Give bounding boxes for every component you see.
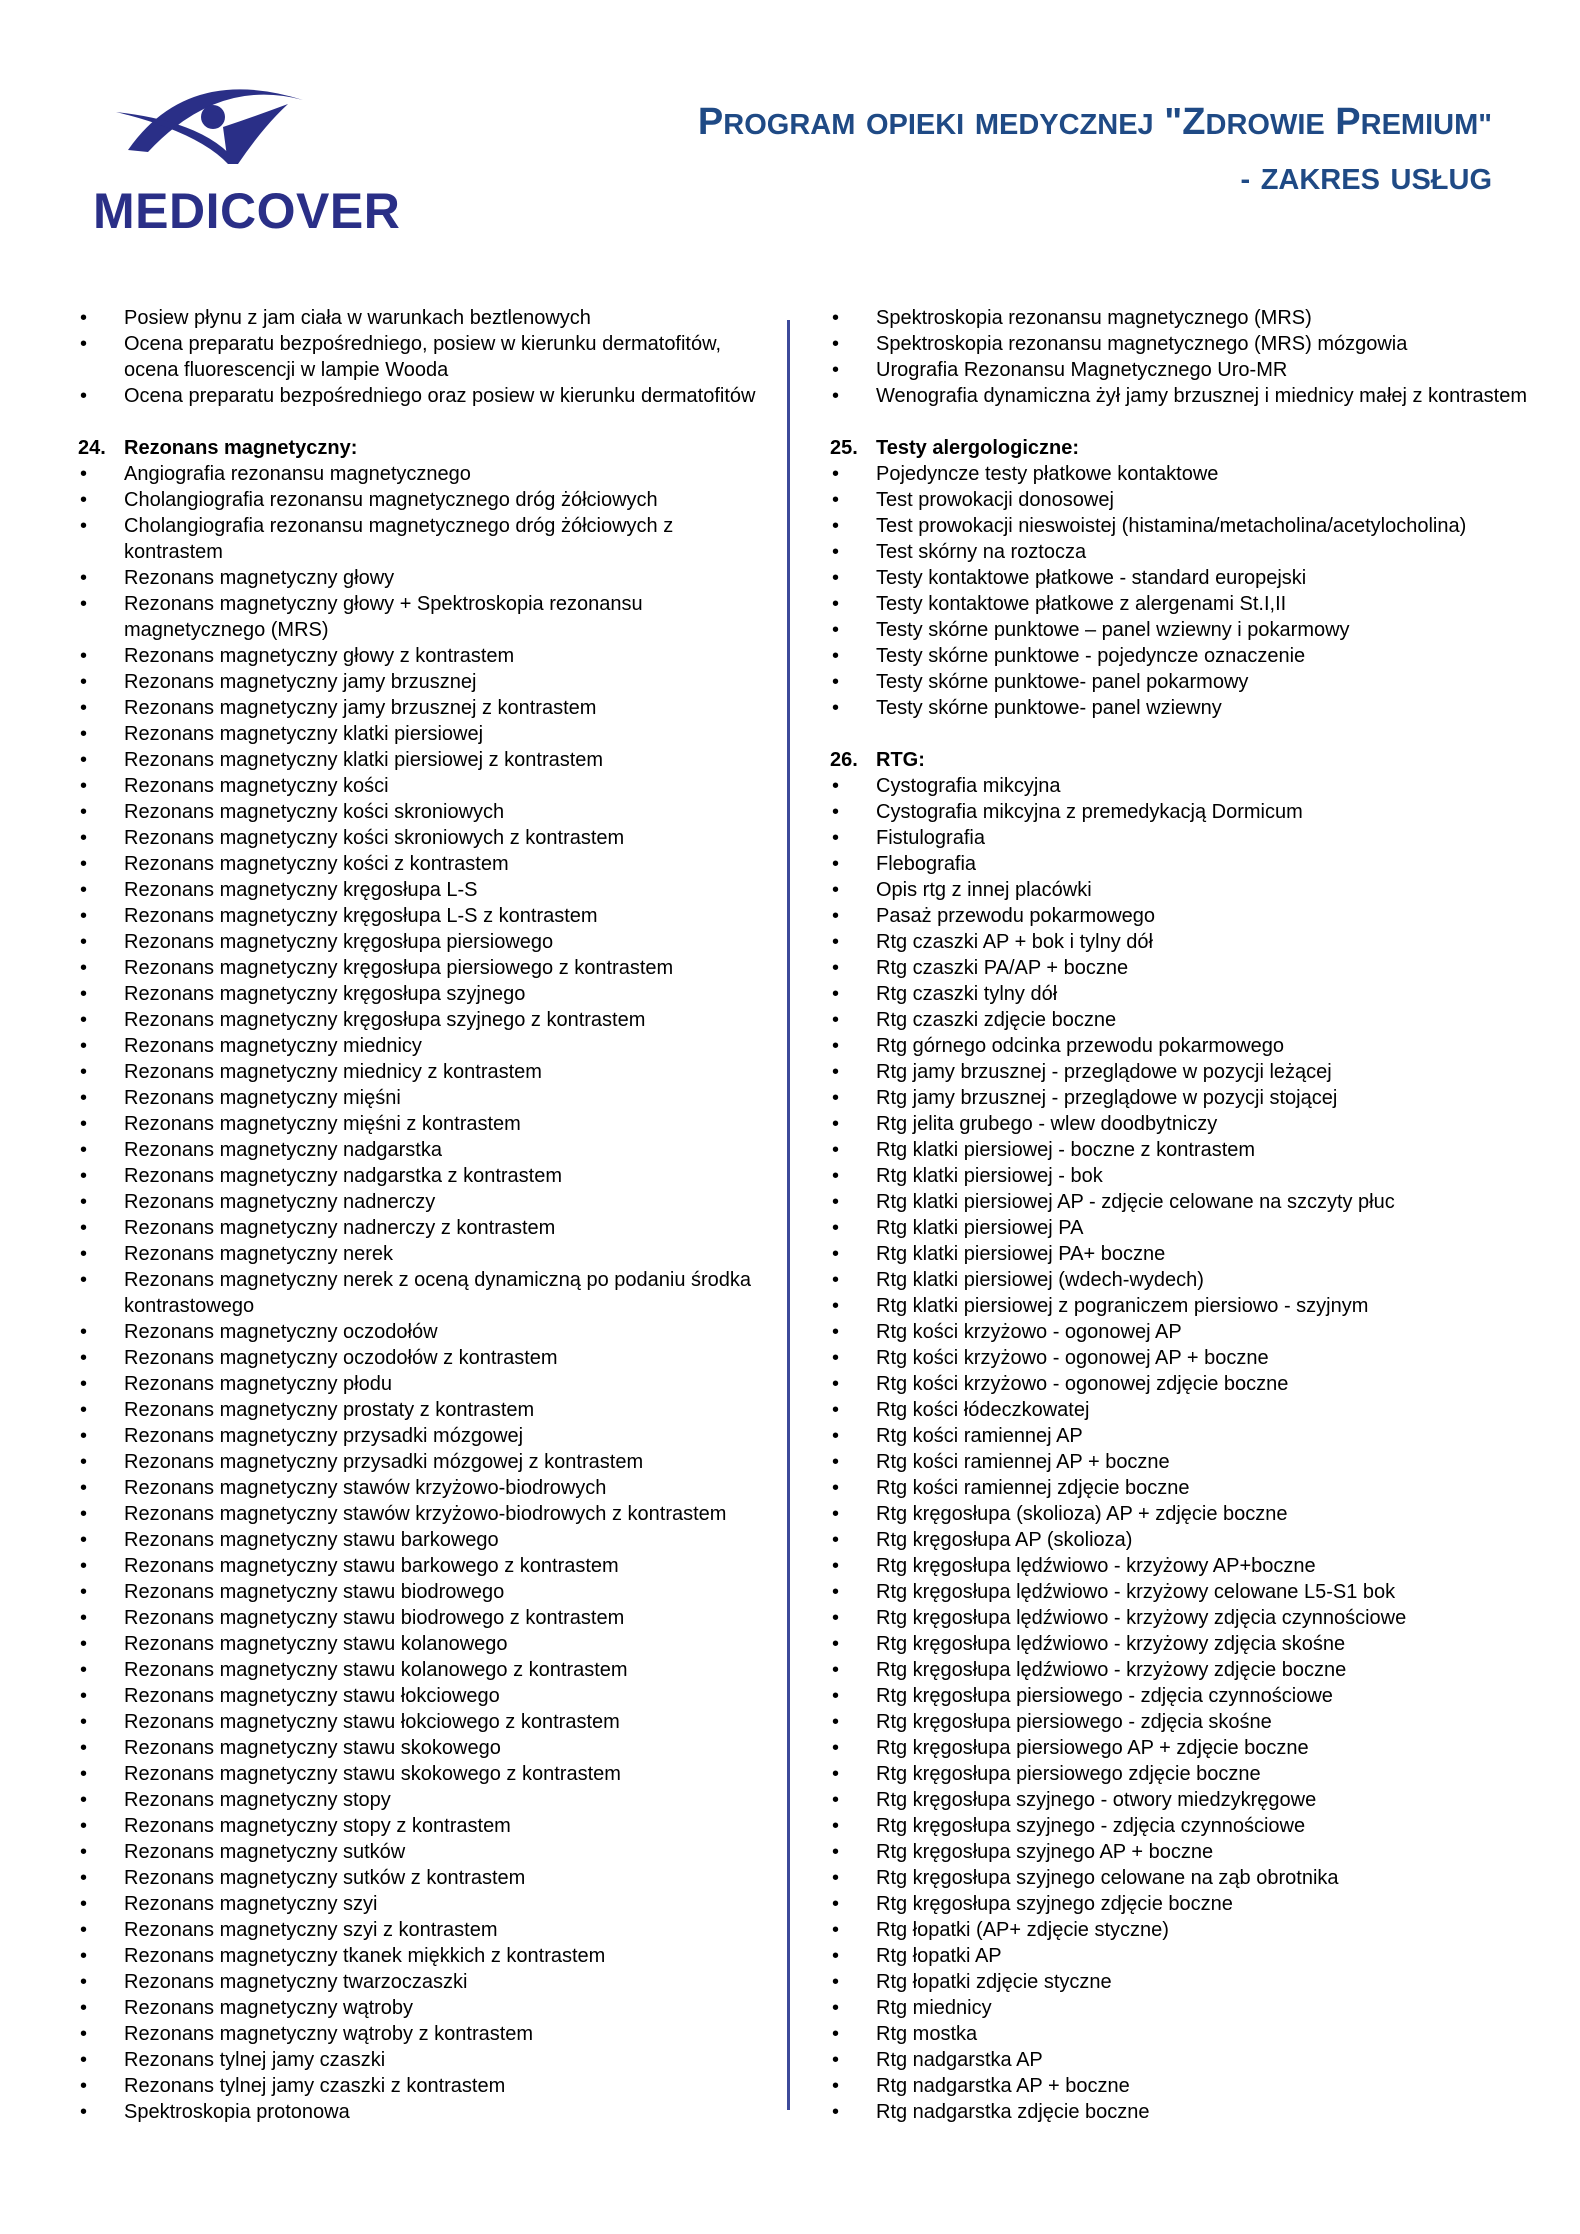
list-item: • Spektroskopia protonowa <box>78 2099 768 2125</box>
list-item: • Rtg kręgosłupa szyjnego - otwory miedzykręgowe <box>830 1787 1530 1813</box>
title-line-2: - ZAKRES USŁUG <box>1240 164 1492 196</box>
list-item: • Cholangiografia rezonansu magnetycznego dróg żółciowych z kontrastem <box>78 513 768 565</box>
list-item: • Rezonans magnetyczny stawu barkowego <box>78 1527 768 1553</box>
list-item: • Rezonans magnetyczny sutków z kontrastem <box>78 1865 768 1891</box>
list-item: • Rtg kręgosłupa (skolioza) AP + zdjęcie boczne <box>830 1501 1530 1527</box>
list-item: • Rezonans magnetyczny nadnerczy <box>78 1189 768 1215</box>
medicover-logo <box>88 72 418 242</box>
list-item: • Rtg kręgosłupa piersiowego - zdjęcia skośne <box>830 1709 1530 1735</box>
list-item: • Angiografia rezonansu magnetycznego <box>78 461 768 487</box>
list-item: • Rtg jamy brzusznej - przeglądowe w pozycji stojącej <box>830 1085 1530 1111</box>
list-item: • Rezonans magnetyczny miednicy <box>78 1033 768 1059</box>
list-item: • Rezonans magnetyczny stawu kolanowego <box>78 1631 768 1657</box>
list-item: • Rtg czaszki PA/AP + boczne <box>830 955 1530 981</box>
list-item: • Rezonans magnetyczny jamy brzusznej <box>78 669 768 695</box>
page-title <box>698 96 1492 206</box>
list-item: • Testy skórne punktowe - pojedyncze oznaczenie <box>830 643 1530 669</box>
list-item: • Rtg kręgosłupa lędźwiowo - krzyżowy AP+boczne <box>830 1553 1530 1579</box>
column-divider <box>787 320 790 2110</box>
right-intro-list <box>830 305 1530 409</box>
list-item: • Pasaż przewodu pokarmowego <box>830 903 1530 929</box>
list-item: • Test skórny na roztocza <box>830 539 1530 565</box>
list-item: • Cystografia mikcyjna <box>830 773 1530 799</box>
list-item: • Rezonans magnetyczny wątroby <box>78 1995 768 2021</box>
list-item: • Posiew płynu z jam ciała w warunkach beztlenowych <box>78 305 768 331</box>
section-26 <box>830 747 1530 2125</box>
list-item: • Rezonans magnetyczny kości skroniowych z kontrastem <box>78 825 768 851</box>
section-24 <box>78 435 768 2125</box>
list-item: • Rtg kręgosłupa szyjnego - zdjęcia czynnościowe <box>830 1813 1530 1839</box>
list-item: • Rtg kręgosłupa piersiowego - zdjęcia czynnościowe <box>830 1683 1530 1709</box>
list-item: • Test prowokacji nieswoistej (histamina/metacholina/acetylocholina) <box>830 513 1530 539</box>
left-column <box>78 305 768 2125</box>
list-item: • Rezonans magnetyczny stawu skokowego z kontrastem <box>78 1761 768 1787</box>
list-item: • Rtg kręgosłupa AP (skolioza) <box>830 1527 1530 1553</box>
list-item: • Rezonans magnetyczny kości skroniowych <box>78 799 768 825</box>
list-item: • Rtg klatki piersiowej AP - zdjęcie celowane na szczyty płuc <box>830 1189 1530 1215</box>
list-item: • Rtg kręgosłupa lędźwiowo - krzyżowy zdjęcia skośne <box>830 1631 1530 1657</box>
section-25-list <box>830 461 1530 721</box>
list-item: • Testy kontaktowe płatkowe - standard europejski <box>830 565 1530 591</box>
list-item: • Rezonans magnetyczny stawu biodrowego <box>78 1579 768 1605</box>
list-item: • Ocena preparatu bezpośredniego, posiew w kierunku dermatofitów, ocena fluorescencji w lampie Wooda <box>78 331 768 383</box>
list-item: • Rtg jamy brzusznej - przeglądowe w pozycji leżącej <box>830 1059 1530 1085</box>
list-item: • Rtg kości krzyżowo - ogonowej zdjęcie boczne <box>830 1371 1530 1397</box>
list-item: • Rtg kręgosłupa lędźwiowo - krzyżowy zdjęcie boczne <box>830 1657 1530 1683</box>
list-item: • Rezonans magnetyczny stopy z kontrastem <box>78 1813 768 1839</box>
medicover-emblem-icon <box>88 72 338 182</box>
list-item: • Rezonans magnetyczny kręgosłupa piersiowego z kontrastem <box>78 955 768 981</box>
list-item: • Rezonans magnetyczny klatki piersiowej <box>78 721 768 747</box>
list-item: • Rezonans magnetyczny oczodołów <box>78 1319 768 1345</box>
list-item: • Rezonans magnetyczny miednicy z kontrastem <box>78 1059 768 1085</box>
right-column <box>830 305 1530 2125</box>
list-item: • Rtg czaszki AP + bok i tylny dół <box>830 929 1530 955</box>
section-24-heading <box>78 435 768 461</box>
list-item: • Rezonans magnetyczny twarzoczaszki <box>78 1969 768 1995</box>
list-item: • Rezonans magnetyczny kości <box>78 773 768 799</box>
list-item: • Rtg łopatki zdjęcie styczne <box>830 1969 1530 1995</box>
list-item: • Rezonans magnetyczny stawu łokciowego z kontrastem <box>78 1709 768 1735</box>
list-item: • Rtg klatki piersiowej - bok <box>830 1163 1530 1189</box>
list-item: • Rtg kręgosłupa lędźwiowo - krzyżowy celowane L5-S1 bok <box>830 1579 1530 1605</box>
list-item: • Rezonans magnetyczny kości z kontrastem <box>78 851 768 877</box>
list-item: • Rtg kości łódeczkowatej <box>830 1397 1530 1423</box>
left-intro-list <box>78 305 768 409</box>
list-item: • Rtg kręgosłupa piersiowego AP + zdjęcie boczne <box>830 1735 1530 1761</box>
list-item: • Rtg nadgarstka AP <box>830 2047 1530 2073</box>
section-26-title: RTG: <box>876 749 925 771</box>
section-25-heading <box>830 435 1530 461</box>
list-item: • Rtg kręgosłupa szyjnego AP + boczne <box>830 1839 1530 1865</box>
list-item: • Wenografia dynamiczna żył jamy brzusznej i miednicy małej z kontrastem <box>830 383 1530 409</box>
list-item: • Rezonans magnetyczny szyi <box>78 1891 768 1917</box>
list-item: • Spektroskopia rezonansu magnetycznego (MRS) mózgowia <box>830 331 1530 357</box>
list-item: • Rezonans magnetyczny jamy brzusznej z kontrastem <box>78 695 768 721</box>
list-item: • Urografia Rezonansu Magnetycznego Uro-MR <box>830 357 1530 383</box>
section-24-list <box>78 461 768 2125</box>
list-item: • Rtg łopatki (AP+ zdjęcie styczne) <box>830 1917 1530 1943</box>
list-item: • Rezonans tylnej jamy czaszki z kontrastem <box>78 2073 768 2099</box>
title-line-1: PROGRAM OPIEKI MEDYCZNEJ "ZDROWIE PREMIUM" <box>697 101 1492 143</box>
list-item: • Rezonans magnetyczny mięśni <box>78 1085 768 1111</box>
section-24-title: Rezonans magnetyczny: <box>124 437 358 459</box>
list-item: • Rtg kręgosłupa piersiowego zdjęcie boczne <box>830 1761 1530 1787</box>
list-item: • Rezonans magnetyczny kręgosłupa szyjnego z kontrastem <box>78 1007 768 1033</box>
list-item: • Rezonans magnetyczny stawu barkowego z kontrastem <box>78 1553 768 1579</box>
list-item: • Cystografia mikcyjna z premedykacją Dormicum <box>830 799 1530 825</box>
list-item: • Rezonans magnetyczny mięśni z kontrastem <box>78 1111 768 1137</box>
list-item: • Rezonans magnetyczny tkanek miękkich z kontrastem <box>78 1943 768 1969</box>
list-item: • Rezonans magnetyczny nadnerczy z kontrastem <box>78 1215 768 1241</box>
list-item: • Rezonans magnetyczny nerek <box>78 1241 768 1267</box>
list-item: • Testy skórne punktowe- panel wziewny <box>830 695 1530 721</box>
list-item: • Testy kontaktowe płatkowe z alergenami St.I,II <box>830 591 1530 617</box>
list-item: • Rezonans magnetyczny nadgarstka z kontrastem <box>78 1163 768 1189</box>
list-item: • Rezonans magnetyczny głowy + Spektroskopia rezonansu magnetycznego (MRS) <box>78 591 768 643</box>
list-item: • Rtg klatki piersiowej PA+ boczne <box>830 1241 1530 1267</box>
list-item: • Rtg nadgarstka AP + boczne <box>830 2073 1530 2099</box>
list-item: • Rezonans magnetyczny stawu skokowego <box>78 1735 768 1761</box>
list-item: • Rezonans magnetyczny sutków <box>78 1839 768 1865</box>
list-item: • Rtg klatki piersiowej - boczne z kontrastem <box>830 1137 1530 1163</box>
list-item: • Rezonans magnetyczny kręgosłupa L-S <box>78 877 768 903</box>
list-item: • Rezonans magnetyczny stopy <box>78 1787 768 1813</box>
list-item: • Rezonans magnetyczny wątroby z kontrastem <box>78 2021 768 2047</box>
list-item: • Rezonans magnetyczny stawu kolanowego z kontrastem <box>78 1657 768 1683</box>
list-item: • Rtg kości ramiennej zdjęcie boczne <box>830 1475 1530 1501</box>
list-item: • Ocena preparatu bezpośredniego oraz posiew w kierunku dermatofitów <box>78 383 768 409</box>
list-item: • Testy skórne punktowe- panel pokarmowy <box>830 669 1530 695</box>
list-item: • Rezonans magnetyczny nerek z oceną dynamiczną po podaniu środka kontrastowego <box>78 1267 768 1319</box>
list-item: • Test prowokacji donosowej <box>830 487 1530 513</box>
list-item: • Pojedyncze testy płatkowe kontaktowe <box>830 461 1530 487</box>
list-item: • Rezonans tylnej jamy czaszki <box>78 2047 768 2073</box>
list-item: • Rtg jelita grubego - wlew doodbytniczy <box>830 1111 1530 1137</box>
list-item: • Cholangiografia rezonansu magnetycznego dróg żółciowych <box>78 487 768 513</box>
list-item: • Flebografia <box>830 851 1530 877</box>
list-item: • Rezonans magnetyczny głowy <box>78 565 768 591</box>
list-item: • Rezonans magnetyczny kręgosłupa L-S z kontrastem <box>78 903 768 929</box>
list-item: • Rezonans magnetyczny kręgosłupa piersiowego <box>78 929 768 955</box>
list-item: • Rtg klatki piersiowej (wdech-wydech) <box>830 1267 1530 1293</box>
list-item: • Rtg kręgosłupa lędźwiowo - krzyżowy zdjęcia czynnościowe <box>830 1605 1530 1631</box>
list-item: • Rezonans magnetyczny oczodołów z kontrastem <box>78 1345 768 1371</box>
section-25 <box>830 435 1530 721</box>
list-item: • Rezonans magnetyczny stawu biodrowego z kontrastem <box>78 1605 768 1631</box>
list-item: • Rtg czaszki tylny dół <box>830 981 1530 1007</box>
list-item: • Rezonans magnetyczny stawu łokciowego <box>78 1683 768 1709</box>
list-item: • Rtg łopatki AP <box>830 1943 1530 1969</box>
list-item: • Fistulografia <box>830 825 1530 851</box>
list-item: • Rtg kości ramiennej AP <box>830 1423 1530 1449</box>
list-item: • Rtg kości ramiennej AP + boczne <box>830 1449 1530 1475</box>
list-item: • Rtg klatki piersiowej PA <box>830 1215 1530 1241</box>
list-item: • Rezonans magnetyczny przysadki mózgowej z kontrastem <box>78 1449 768 1475</box>
list-item: • Rtg górnego odcinka przewodu pokarmowego <box>830 1033 1530 1059</box>
list-item: • Rezonans magnetyczny prostaty z kontrastem <box>78 1397 768 1423</box>
list-item: • Rtg kości krzyżowo - ogonowej AP + boczne <box>830 1345 1530 1371</box>
list-item: • Rezonans magnetyczny kręgosłupa szyjnego <box>78 981 768 1007</box>
logo-wordmark: MEDICOVER <box>93 183 401 239</box>
list-item: • Rtg nadgarstka zdjęcie boczne <box>830 2099 1530 2125</box>
section-25-number: 25. <box>830 437 858 459</box>
section-26-list <box>830 773 1530 2125</box>
list-item: • Spektroskopia rezonansu magnetycznego (MRS) <box>830 305 1530 331</box>
list-item: • Rezonans magnetyczny stawów krzyżowo-biodrowych <box>78 1475 768 1501</box>
section-26-number: 26. <box>830 749 858 771</box>
list-item: • Rtg czaszki zdjęcie boczne <box>830 1007 1530 1033</box>
list-item: • Rezonans magnetyczny nadgarstka <box>78 1137 768 1163</box>
list-item: • Rtg kręgosłupa szyjnego celowane na ząb obrotnika <box>830 1865 1530 1891</box>
list-item: • Rezonans magnetyczny głowy z kontrastem <box>78 643 768 669</box>
list-item: • Rezonans magnetyczny stawów krzyżowo-biodrowych z kontrastem <box>78 1501 768 1527</box>
section-26-heading <box>830 747 1530 773</box>
list-item: • Rezonans magnetyczny przysadki mózgowej <box>78 1423 768 1449</box>
list-item: • Opis rtg z innej placówki <box>830 877 1530 903</box>
list-item: • Rtg mostka <box>830 2021 1530 2047</box>
list-item: • Rtg klatki piersiowej z pograniczem piersiowo - szyjnym <box>830 1293 1530 1319</box>
list-item: • Rezonans magnetyczny klatki piersiowej z kontrastem <box>78 747 768 773</box>
section-24-number: 24. <box>78 437 106 459</box>
list-item: • Testy skórne punktowe – panel wziewny i pokarmowy <box>830 617 1530 643</box>
list-item: • Rezonans magnetyczny szyi z kontrastem <box>78 1917 768 1943</box>
list-item: • Rtg miednicy <box>830 1995 1530 2021</box>
list-item: • Rtg kości krzyżowo - ogonowej AP <box>830 1319 1530 1345</box>
section-25-title: Testy alergologiczne: <box>876 437 1080 459</box>
list-item: • Rezonans magnetyczny płodu <box>78 1371 768 1397</box>
list-item: • Rtg kręgosłupa szyjnego zdjęcie boczne <box>830 1891 1530 1917</box>
